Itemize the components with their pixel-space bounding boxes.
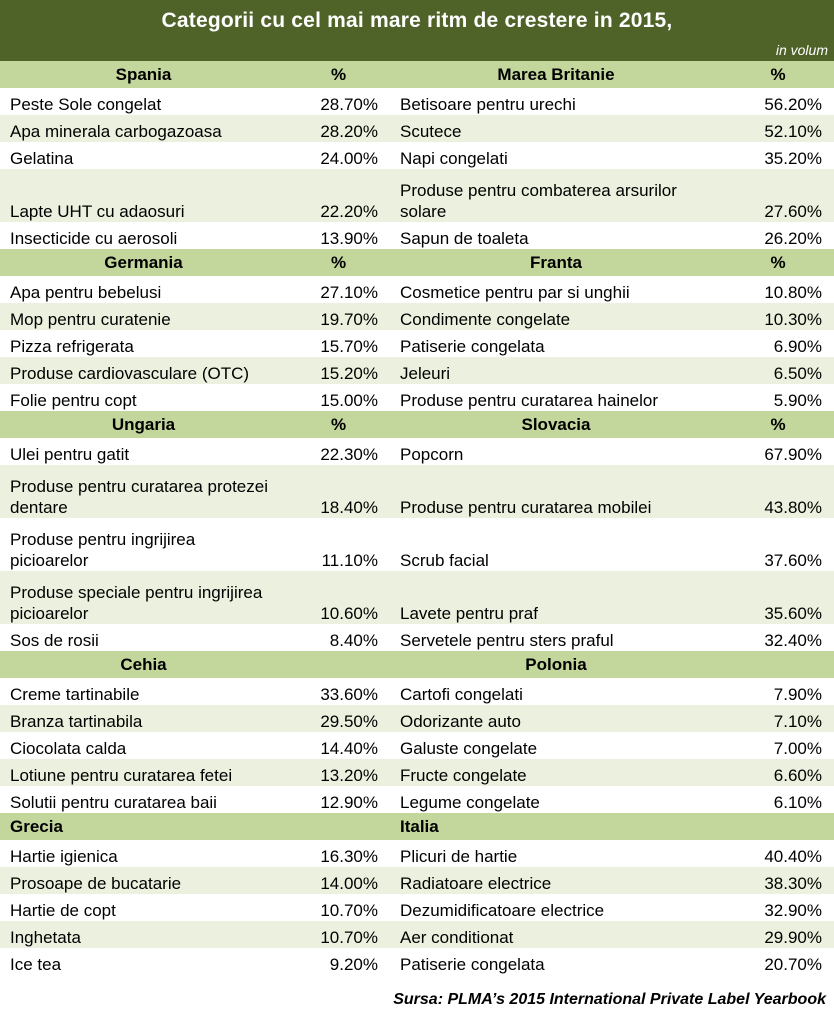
growth-percent: 16.30% (320, 847, 378, 866)
growth-percent: 18.40% (320, 498, 378, 517)
growth-percent: 10.70% (320, 901, 378, 920)
growth-percent: 8.40% (329, 631, 378, 650)
category-name: Sos de rosii (10, 631, 99, 650)
table-row (0, 732, 834, 759)
growth-percent: 15.20% (320, 364, 378, 383)
growth-table (0, 61, 834, 975)
category-name: Ulei pentru gatit (10, 445, 130, 464)
growth-percent: 43.80% (764, 498, 822, 517)
growth-percent: 10.70% (320, 928, 378, 947)
growth-percent: 24.00% (320, 149, 378, 168)
table-row (0, 115, 834, 142)
category-name: Plicuri de hartie (400, 847, 518, 866)
category-name: Insecticide cu aerosoli (10, 229, 178, 248)
table-row (0, 142, 834, 169)
category-name: Produse pentru curatarea protezei dentare (10, 477, 268, 517)
category-name: Solutii pentru curatarea baii (10, 793, 217, 812)
growth-percent: 7.00% (773, 739, 822, 758)
table-row (0, 88, 834, 115)
growth-percent: 7.90% (773, 685, 822, 704)
growth-percent: 67.90% (764, 445, 822, 464)
growth-percent: 6.50% (773, 364, 822, 383)
growth-percent: 19.70% (320, 310, 378, 329)
category-name: Hartie igienica (10, 847, 118, 866)
category-name: Gelatina (10, 149, 74, 168)
growth-percent: 27.60% (764, 202, 822, 221)
country-header-row (0, 61, 834, 88)
category-name: Inghetata (10, 928, 81, 947)
growth-percent: 15.00% (320, 391, 378, 410)
growth-percent: 52.10% (764, 122, 822, 141)
percent-header: % (770, 253, 786, 272)
growth-percent: 14.40% (320, 739, 378, 758)
country-header-row (0, 813, 834, 840)
table-row (0, 518, 834, 571)
category-name: Servetele pentru sters praful (400, 631, 614, 650)
table-row (0, 222, 834, 249)
growth-percent: 6.90% (773, 337, 822, 356)
table-row (0, 867, 834, 894)
category-name: Mop pentru curatenie (10, 310, 171, 329)
source-note: Sursa: PLMA’s 2015 International Private Label Yearbook (393, 991, 826, 1008)
growth-percent: 27.10% (320, 283, 378, 302)
country-name: Spania (115, 65, 172, 84)
growth-percent: 29.50% (320, 712, 378, 731)
table-row (0, 438, 834, 465)
category-name: Condimente congelate (400, 310, 571, 329)
table-row (0, 384, 834, 411)
category-name: Lavete pentru praf (400, 604, 538, 623)
category-name: Apa minerala carbogazoasa (10, 122, 222, 141)
category-name: Radiatoare electrice (400, 874, 552, 893)
table-row (0, 330, 834, 357)
growth-percent: 26.20% (764, 229, 822, 248)
category-name: Betisoare pentru urechi (400, 95, 576, 114)
category-name: Pizza refrigerata (10, 337, 134, 356)
growth-percent: 35.20% (764, 149, 822, 168)
category-name: Produse pentru ingrijirea picioarelor (10, 530, 196, 570)
percent-header (285, 651, 390, 678)
growth-percent: 13.90% (320, 229, 378, 248)
category-name: Produse pentru curatarea hainelor (400, 391, 658, 410)
table-row (0, 705, 834, 732)
category-name: Napi congelati (400, 149, 508, 168)
table-row (0, 357, 834, 384)
category-name: Produse cardiovasculare (OTC) (10, 364, 250, 383)
table-row (0, 840, 834, 867)
country-header-row (0, 651, 834, 678)
country-name: Ungaria (111, 415, 176, 434)
category-name: Lapte UHT cu adaosuri (10, 202, 185, 221)
country-header-row (0, 249, 834, 276)
category-name: Cosmetice pentru par si unghii (400, 283, 630, 302)
country-name: Germania (104, 253, 183, 272)
category-name: Hartie de copt (10, 901, 116, 920)
category-name: Ciocolata calda (10, 739, 127, 758)
growth-percent: 28.20% (320, 122, 378, 141)
category-name: Popcorn (400, 445, 464, 464)
growth-percent: 13.20% (320, 766, 378, 785)
category-name: Odorizante auto (400, 712, 521, 731)
growth-percent: 9.20% (329, 955, 378, 974)
table-row (0, 169, 834, 222)
category-name: Jeleuri (400, 364, 451, 383)
category-name: Folie pentru copt (10, 391, 137, 410)
growth-percent: 20.70% (764, 955, 822, 974)
category-name: Aer conditionat (400, 928, 514, 947)
country-name: Grecia (10, 817, 63, 836)
growth-percent: 32.40% (764, 631, 822, 650)
table-row (0, 678, 834, 705)
table-row (0, 894, 834, 921)
growth-percent: 28.70% (320, 95, 378, 114)
category-name: Patiserie congelata (400, 955, 545, 974)
country-name: Polonia (525, 655, 587, 674)
growth-percent: 10.60% (320, 604, 378, 623)
country-name: Franta (530, 253, 582, 272)
category-name: Peste Sole congelat (10, 95, 162, 114)
growth-percent: 38.30% (764, 874, 822, 893)
growth-percent: 10.80% (764, 283, 822, 302)
growth-percent: 29.90% (764, 928, 822, 947)
category-name: Produse pentru combaterea arsurilor solare (400, 181, 677, 221)
table-row (0, 921, 834, 948)
category-name: Cartofi congelati (400, 685, 523, 704)
growth-percent: 40.40% (764, 847, 822, 866)
category-name: Lotiune pentru curatarea fetei (10, 766, 233, 785)
growth-percent: 15.70% (320, 337, 378, 356)
percent-header (720, 651, 834, 678)
country-name: Italia (400, 817, 439, 836)
category-name: Apa pentru bebelusi (10, 283, 162, 302)
table-row (0, 948, 834, 975)
growth-percent: 7.10% (773, 712, 822, 731)
table-row (0, 786, 834, 813)
percent-header: % (330, 65, 347, 84)
category-name: Scutece (400, 122, 462, 141)
growth-percent: 32.90% (764, 901, 822, 920)
page-title: Categorii cu cel mai mare ritm de crestere in 2015, (161, 9, 673, 32)
growth-percent: 5.90% (773, 391, 822, 410)
table-row (0, 303, 834, 330)
growth-percent: 37.60% (764, 551, 822, 570)
category-name: Scrub facial (400, 551, 489, 570)
growth-percent: 10.30% (764, 310, 822, 329)
table-row (0, 276, 834, 303)
growth-percent: 6.10% (773, 793, 822, 812)
growth-percent: 22.30% (320, 445, 378, 464)
growth-percent: 11.10% (321, 551, 378, 570)
category-name: Patiserie congelata (400, 337, 545, 356)
unit-note: in volum (775, 42, 828, 58)
growth-percent: 14.00% (320, 874, 378, 893)
growth-percent: 56.20% (764, 95, 822, 114)
category-name: Creme tartinabile (10, 685, 140, 704)
growth-percent: 6.60% (773, 766, 822, 785)
table-row (0, 465, 834, 518)
percent-header: % (770, 65, 786, 84)
growth-percent: 22.20% (320, 202, 378, 221)
category-name: Legume congelate (400, 793, 540, 812)
title-bar (0, 0, 834, 61)
table-row (0, 759, 834, 786)
percent-header: % (330, 415, 347, 434)
country-header-row (0, 411, 834, 438)
category-name: Sapun de toaleta (400, 229, 529, 248)
category-name: Galuste congelate (400, 739, 538, 758)
percent-header: % (770, 415, 786, 434)
percent-header (720, 813, 834, 840)
country-name: Slovacia (521, 415, 591, 434)
table-row (0, 624, 834, 651)
category-name: Prosoape de bucatarie (10, 874, 182, 893)
percent-header: % (330, 253, 347, 272)
category-name: Branza tartinabila (10, 712, 143, 731)
growth-percent: 12.90% (320, 793, 378, 812)
category-name: Produse pentru curatarea mobilei (400, 498, 652, 517)
table-row (0, 571, 834, 624)
percent-header (285, 813, 390, 840)
growth-percent: 35.60% (764, 604, 822, 623)
country-name: Marea Britanie (497, 65, 615, 84)
category-name: Ice tea (10, 955, 62, 974)
growth-percent: 33.60% (320, 685, 378, 704)
category-name: Dezumidificatoare electrice (400, 901, 605, 920)
category-name: Produse speciale pentru ingrijirea picioarelor (10, 583, 263, 623)
country-name: Cehia (120, 655, 167, 674)
category-name: Fructe congelate (400, 766, 527, 785)
table-body (0, 61, 834, 975)
